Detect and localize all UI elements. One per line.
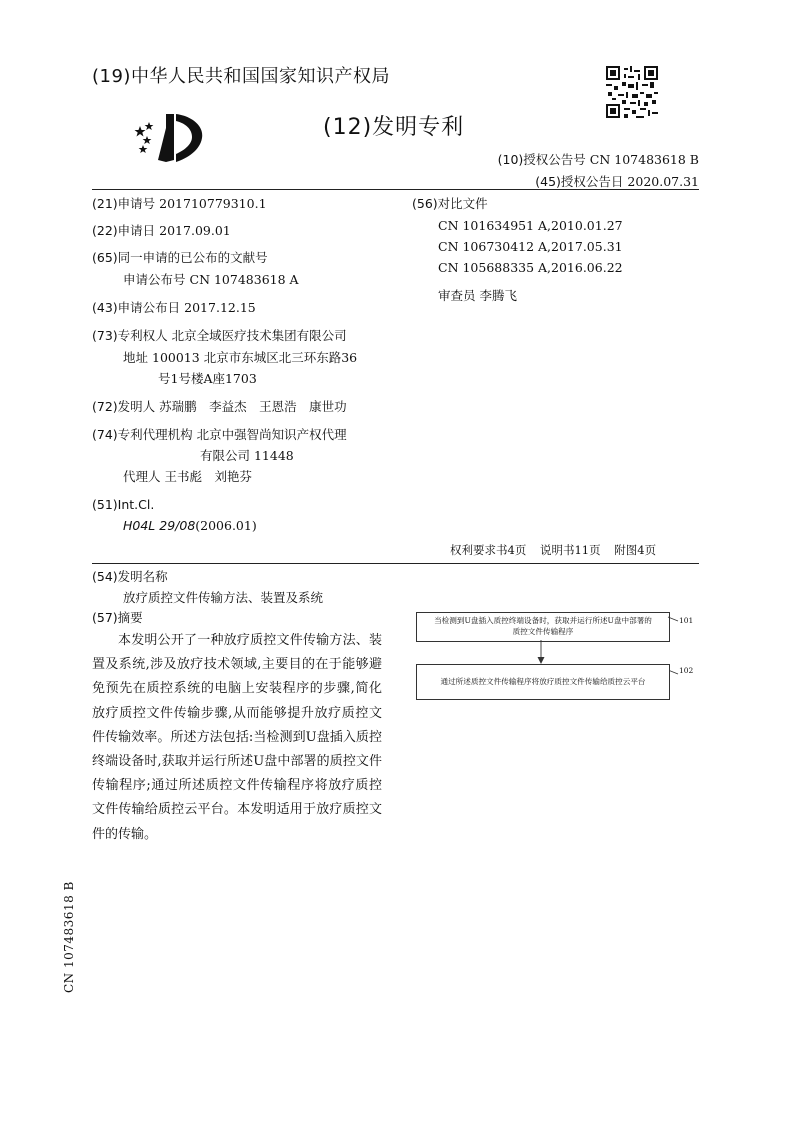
- invention-title: 放疗质控文件传输方法、装置及系统: [123, 590, 324, 605]
- agency-line-1: 北京中强智尚知识产权代理: [196, 427, 347, 442]
- address-line-1: 100013 北京市东城区北三环东路36: [152, 350, 358, 365]
- ipc-code: H04L 29/08: [123, 518, 196, 533]
- publication-number-label: 申请公布号: [123, 272, 186, 287]
- application-number: 201710779310.1: [159, 196, 267, 211]
- office-name: (19)中华人民共和国国家知识产权局: [92, 66, 390, 87]
- flowchart-step-101-line-1: 当检测到U盘插入质控终端设备时，获取并运行所述U盘中部署的: [434, 616, 652, 625]
- ipc-year: (2006.01): [195, 518, 257, 533]
- publication-date-label: (43)申请公布日: [92, 300, 181, 315]
- ipc-label: [92, 497, 154, 513]
- application-date-label: (22)申请日: [92, 223, 156, 238]
- examiner-label: 审查员: [438, 288, 476, 303]
- flowchart-step-101-line-2: 质控文件传输程序: [512, 627, 574, 636]
- citation-item: CN 101634951 A,2010.01.27: [438, 218, 623, 233]
- flowchart-step-101-number: 101: [679, 616, 694, 625]
- publication-date-field: [92, 300, 256, 316]
- side-document-id: CN 107483618 B: [62, 881, 76, 993]
- inventors-label: (72)发明人: [92, 399, 156, 414]
- flowchart-step-102-number: 102: [679, 666, 694, 675]
- patentee-field: [92, 328, 347, 344]
- publication-date: 2017.12.15: [184, 300, 256, 315]
- agency-line-2: 有限公司 11448: [200, 448, 294, 463]
- grant-date: 2020.07.31: [627, 174, 699, 189]
- citations-label: [412, 196, 488, 212]
- application-date-field: [92, 223, 231, 239]
- citation-item: CN 105688335 A,2016.06.22: [438, 260, 623, 275]
- agents: 王书彪 刘艳芬: [164, 469, 253, 484]
- abstract-label: [92, 610, 143, 626]
- qr-code-icon: [606, 66, 658, 118]
- address-label: 地址: [123, 350, 149, 365]
- related-publication-label: [92, 250, 268, 266]
- application-date: 2017.09.01: [159, 223, 231, 238]
- agent-field: [123, 469, 252, 485]
- grant-date-line: [535, 172, 699, 190]
- flowchart-step-102-text: 通过所述质控文件传输程序将放疗质控文件传输给质控云平台: [440, 677, 646, 686]
- related-publication-text: (65)同一申请的已公布的文献号: [92, 250, 268, 265]
- invention-title-label-text: (54)发明名称: [92, 569, 168, 584]
- examiner-field: [438, 288, 517, 304]
- patentee: 北京全域医疗技术集团有限公司: [171, 328, 347, 343]
- inventors: 苏瑞鹏 李益杰 王恩浩 康世功: [159, 399, 347, 414]
- address-field: [123, 350, 357, 366]
- address-line-2: 号1号楼A座1703: [158, 371, 257, 386]
- patentee-label: (73)专利权人: [92, 328, 168, 343]
- publication-number: CN 107483618 A: [189, 272, 299, 287]
- flowchart-step-102: [416, 664, 670, 700]
- patent-office-logo-icon: [130, 108, 210, 168]
- page-count-info: 权利要求书4页 说明书11页 附图4页: [450, 543, 657, 557]
- abstract-text: 本发明公开了一种放疗质控文件传输方法、装置及系统,涉及放疗技术领域,主要目的在于能够避免预先在质控系统的电脑上安装程序的步骤,简化放疗质控文件传输步骤,从而能够提升放疗质控文件传输效率。所述方法包括:当检测到U盘插入质控终端设备时,获取并运行所述U盘中部署的质控文件传输程序;通过所述质控文件传输程序将放疗质控文件传输给质控云平台。本发明适用于放疗质控文件的传输。: [92, 633, 382, 842]
- grant-date-label: (45)授权公告日: [535, 174, 624, 189]
- grant-number-line: [498, 150, 699, 168]
- application-number-field: [92, 196, 267, 212]
- agency-field: [92, 427, 347, 443]
- invention-title-label: [92, 569, 168, 585]
- examiner: 李腾飞: [479, 288, 518, 303]
- ipc-classification: [123, 518, 257, 534]
- document-type-title: (12)发明专利: [323, 115, 465, 140]
- header-divider: [92, 189, 699, 190]
- citations-label-text: (56)对比文件: [412, 196, 488, 211]
- agent-label: 代理人: [123, 469, 161, 484]
- section-divider: [92, 563, 699, 564]
- application-number-label: (21)申请号: [92, 196, 156, 211]
- citation-item: CN 106730412 A,2017.05.31: [438, 239, 623, 254]
- inventors-field: [92, 399, 347, 415]
- ipc-label-text: (51)Int.Cl.: [92, 497, 155, 512]
- grant-number: CN 107483618 B: [589, 152, 699, 167]
- publication-number-field: [123, 272, 299, 288]
- grant-number-label: (10)授权公告号: [497, 152, 586, 167]
- abstract-label-text: (57)摘要: [92, 610, 143, 625]
- agency-label: (74)专利代理机构: [92, 427, 193, 442]
